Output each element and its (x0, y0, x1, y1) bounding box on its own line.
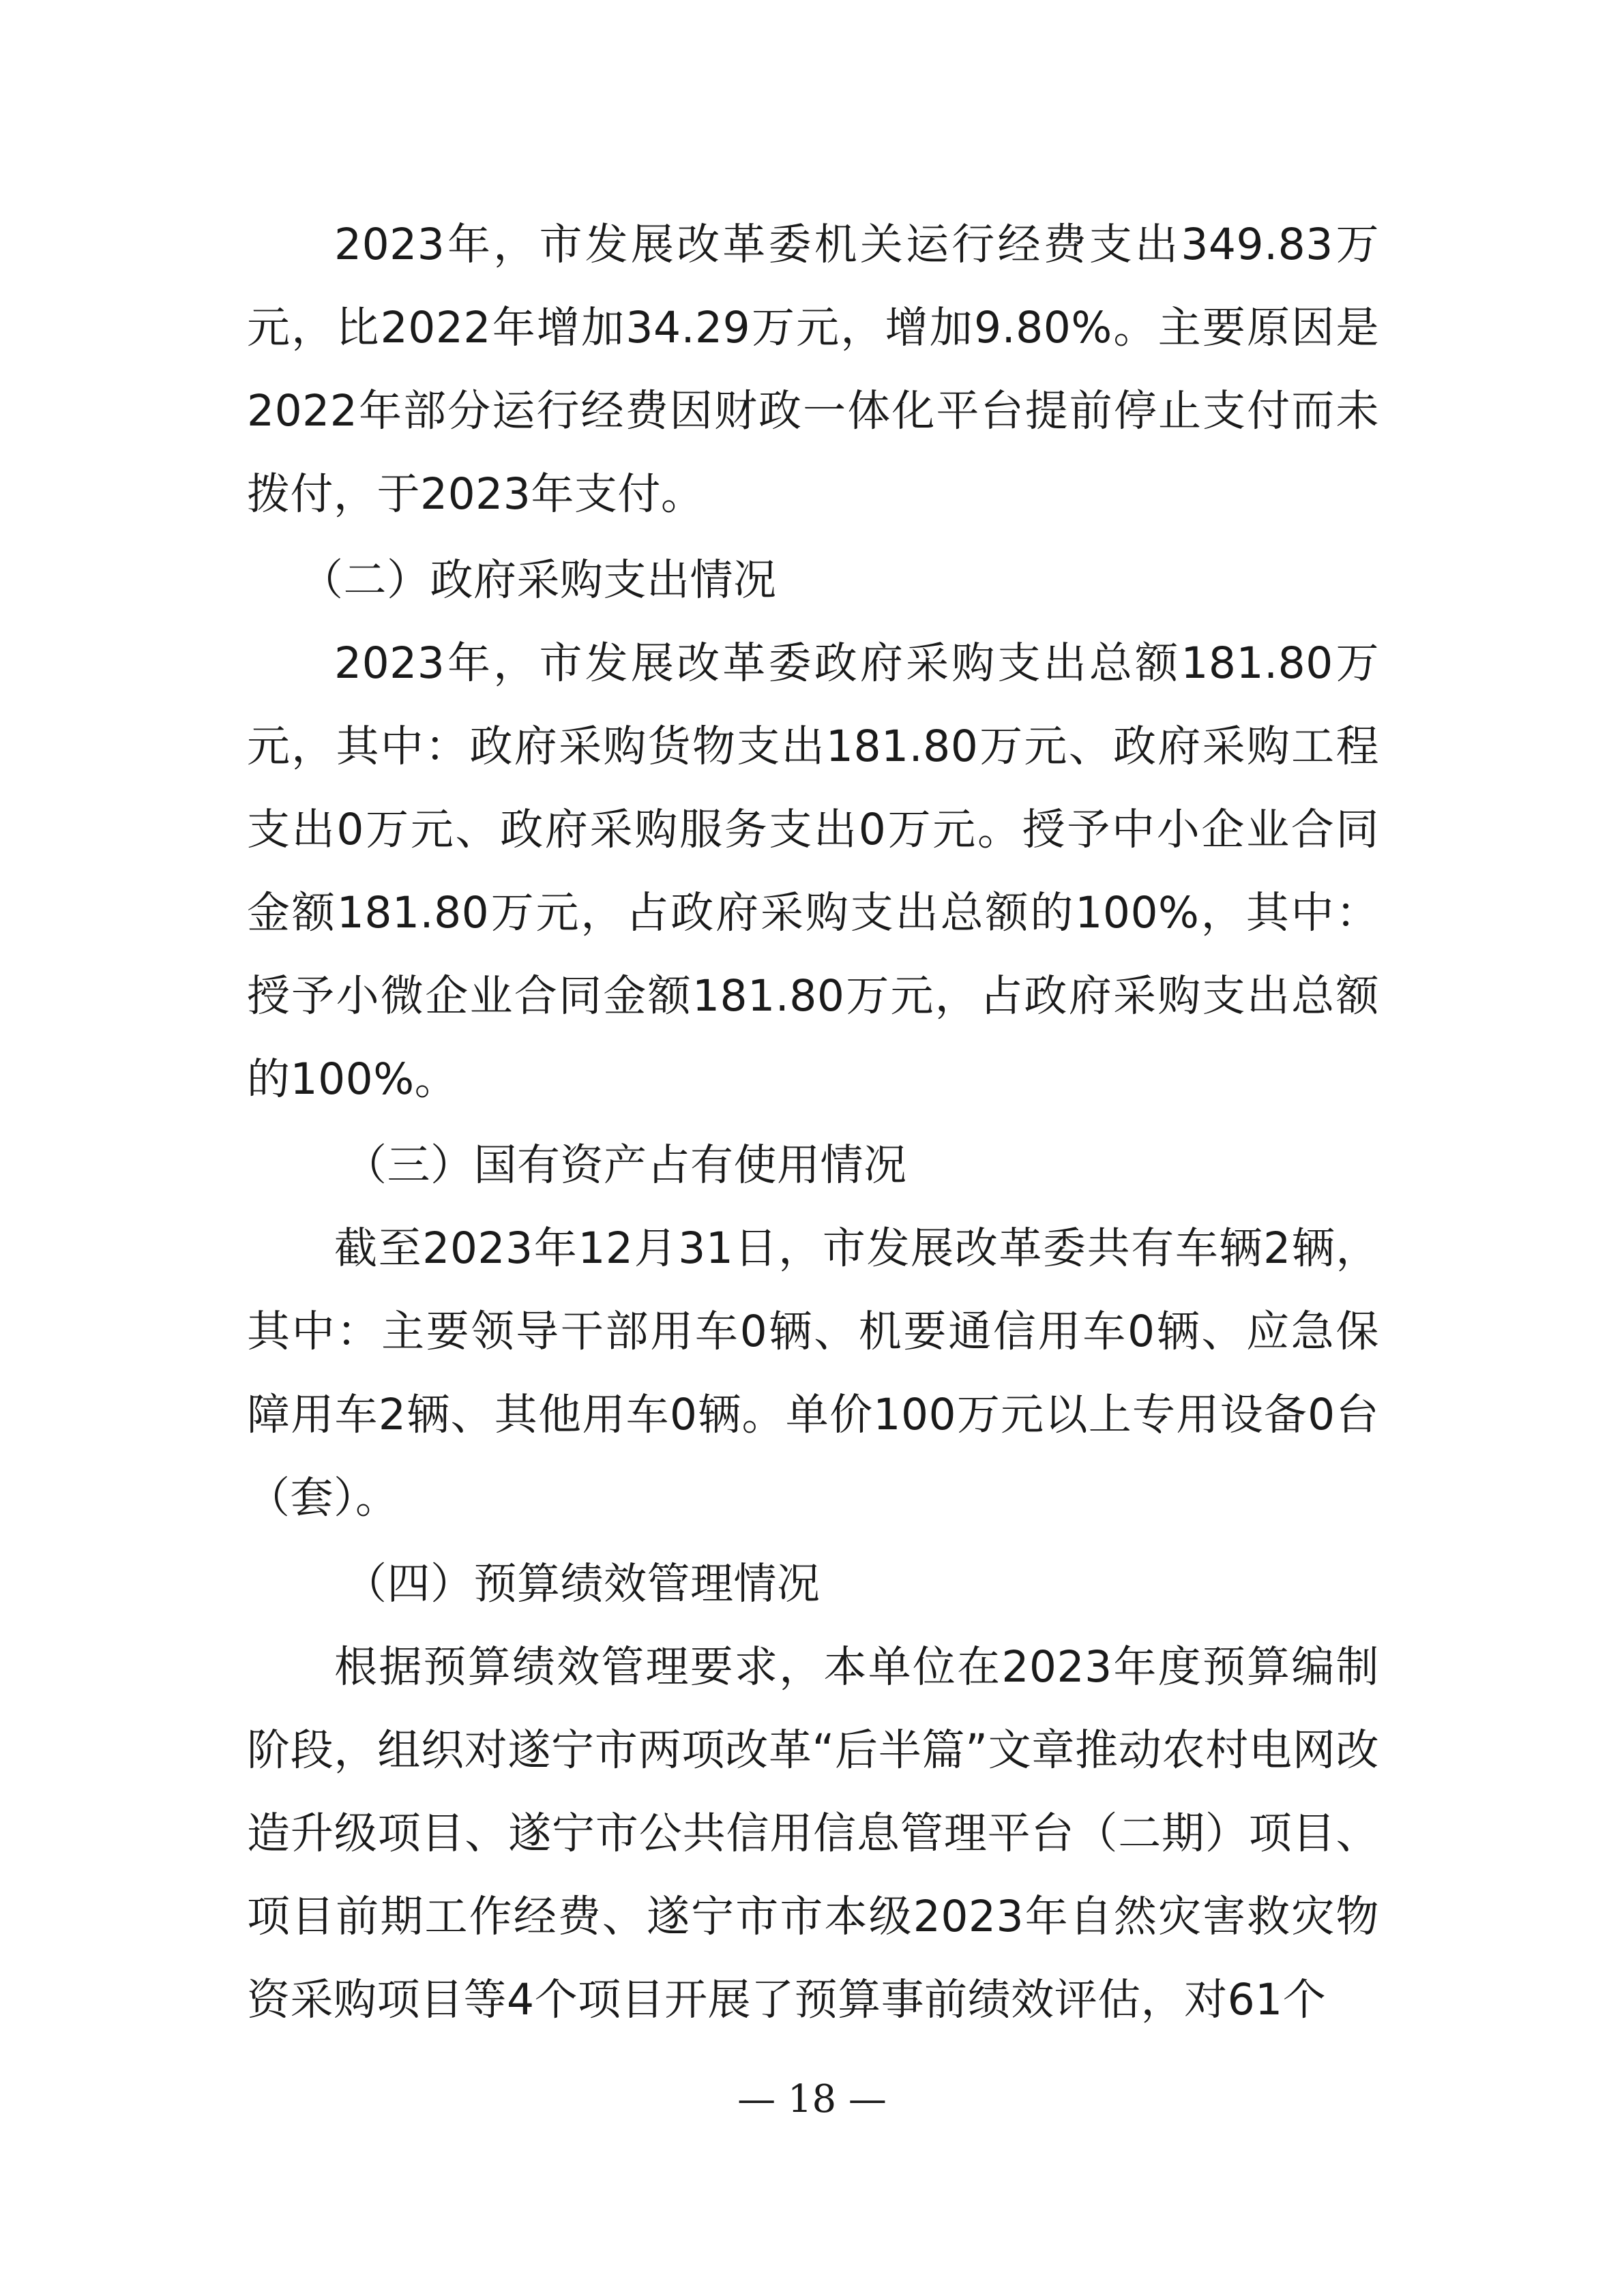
paragraph-state-assets: 截至2023年12月31日，市发展改革委共有车辆2辆，其中：主要领导干部用车0辆、机要通信用车0辆、应急保障用车2辆、其他用车0辆。单价100万元以上专用设备0台（套）。 (247, 1223, 1379, 1523)
heading-state-assets: （三）国有资产占有使用情况 (344, 1140, 907, 1190)
heading-performance-management: （四）预算绩效管理情况 (344, 1559, 821, 1609)
paragraph-performance-management: 根据预算绩效管理要求，本单位在2023年度预算编制阶段，组织对遂宁市两项改革“后半篇”文章推动农村电网改造升级项目、遂宁市公共信用信息管理平台（二期）项目、项目前期工作经费、遂宁市市本级2023年自然灾害救灾物资采购项目等4个项目开展了预算事前绩效评估，对61个 (247, 1642, 1379, 2025)
page-number: — 18 — (737, 2077, 887, 2121)
heading-government-procurement: （二）政府采购支出情况 (300, 555, 777, 605)
paragraph-operating-expenses: 2023年，市发展改革委机关运行经费支出349.83万元，比2022年增加34.29万元，增加9.80%。主要原因是2022年部分运行经费因财政一体化平台提前停止支付而未拨付，于2023年支付。 (247, 220, 1379, 519)
paragraph-government-procurement: 2023年，市发展改革委政府采购支出总额181.80万元，其中：政府采购货物支出181.80万元、政府采购工程支出0万元、政府采购服务支出0万元。授予中小企业合同金额181.80万元，占政府采购支出总额的100%，其中：授予小微企业合同金额181.80万元，占政府采购支出总额的100%。 (247, 638, 1379, 1104)
